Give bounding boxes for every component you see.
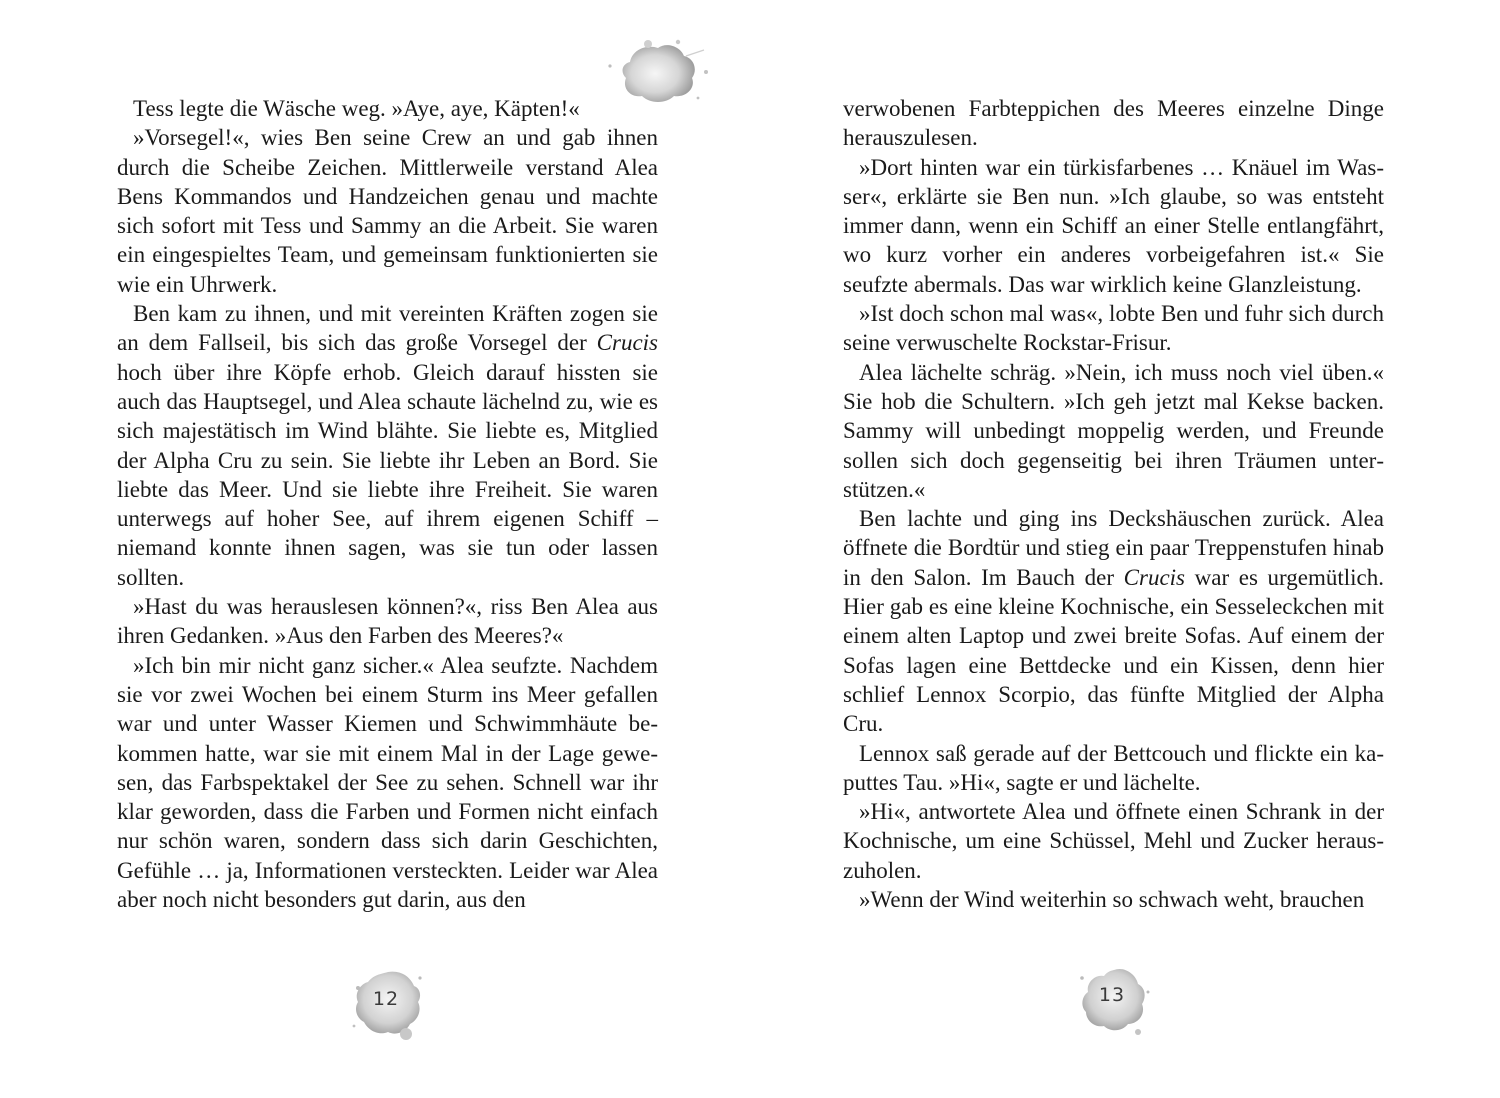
paragraph-text: »Ist doch schon mal was«, lobte Ben und fuhr sich durch seine verwuschelte Rockstar-Frisur.	[843, 301, 1384, 356]
paragraph-text: hoch über ihre Köpfe erhob. Gleich darauf hissten sie auch das Hauptsegel, und Alea schaute lächelnd zu, wie es sich majestätisch im Wind blähte. Sie liebte es, Mitglied der Alpha Cru zu sein. Sie liebte ihr Leben an Bord. Sie liebte das Meer. Und sie liebte ihre Freiheit. Sie waren unterwegs auf hoher See, auf ihrem eigenen Schiff – niemand konnte ihnen sagen, was sie tun oder lassen sollten.	[117, 359, 658, 590]
paragraph	[843, 885, 1384, 914]
page-number: 12	[372, 988, 400, 1010]
paragraph-text: war es urgemütlich. Hier gab es eine kleine Kochnische, ein Sesseleckchen mit einem alten Laptop und zwei breite Sofas. Auf einem der Sofas lagen eine Bettdecke und ein Kissen, denn hier schlief Lennox Scorpio, das fünfte Mitglied der Alpha Cru.	[843, 564, 1384, 737]
left-page-folio	[348, 966, 428, 1046]
paragraph	[117, 94, 658, 123]
paragraph-text: »Hast du was herauslesen können?«, riss Ben Alea aus ihren Gedanken. »Aus den Farben des Meeres?«	[117, 594, 658, 649]
paragraph	[117, 592, 658, 651]
left-page-body-text	[117, 94, 658, 914]
right-page	[750, 0, 1500, 1098]
ink-splash-icon	[600, 32, 720, 112]
paragraph-text: Ben lachte und ging ins Deckshäuschen zurück. Alea öffnete die Bordtür und stieg ein paar Treppenstufen hinab in den Salon. Im Bauch der	[843, 506, 1384, 590]
right-page-folio	[1074, 962, 1154, 1042]
paragraph-text: Alea lächelte schräg. »Nein, ich muss noch viel üben.« Sie hob die Schultern. »Ich geh jetzt mal Kekse backen. Sammy will unbedingt moppelig werden, und Freunde sollen sich doch gegenseitig bei ihren Träumen unterstützen.«	[843, 359, 1384, 502]
paragraph	[843, 299, 1384, 358]
paragraph-text: verwobenen Farbteppichen des Meeres einzelne Dinge herauszulesen.	[843, 96, 1384, 151]
paragraph-text: Ben kam zu ihnen, und mit vereinten Kräften zogen sie an dem Fallseil, bis sich das große Vorsegel der	[117, 301, 658, 356]
paragraph-text: »Dort hinten war ein türkisfarbenes … Knäuel im Wasser«, erklärte sie Ben nun. »Ich glaube, so was entsteht immer dann, wenn ein Schiff an einer Stelle entlangfährt, wo kurz vorher ein anderes vorbeigefahren ist.« Sie seufzte abermals. Das war wirklich keine Glanzleistung.	[843, 154, 1384, 297]
paragraph	[117, 123, 658, 299]
paragraph-text: Tess legte die Wäsche weg. »Aye, aye, Käpten!«	[133, 96, 580, 121]
paragraph-text: »Wenn der Wind weiterhin so schwach weht, brauchen	[859, 887, 1365, 913]
paragraph-text: »Hi«, antwortete Alea und öffnete einen Schrank in der Kochnische, um eine Schüssel, Mehl und Zucker herauszuholen.	[843, 799, 1384, 883]
italic-text: Crucis	[596, 330, 658, 356]
paragraph	[117, 299, 658, 592]
page-number: 13	[1098, 984, 1126, 1006]
paragraph	[843, 94, 1384, 153]
paragraph-text: »Vorsegel!«, wies Ben seine Crew an und gab ihnen durch die Scheibe Zeichen. Mittlerweile verstand Alea Bens Kommandos und Handzeichen genau und machte sich sofort mit Tess und Sammy an die Arbeit. Sie waren ein eingespieltes Team, und gemeinsam funktionierten sie wie ein Uhrwerk.	[117, 125, 658, 297]
paragraph	[843, 797, 1384, 885]
paragraph-text: Lennox saß gerade auf der Bettcouch und flickte ein kaputtes Tau. »Hi«, sagte er und lächelte.	[843, 740, 1384, 795]
paragraph	[843, 504, 1384, 738]
italic-text: Crucis	[1123, 564, 1186, 590]
paragraph	[117, 651, 658, 915]
paragraph-text: »Ich bin mir nicht ganz sicher.« Alea seufzte. Nachdem sie vor zwei Wochen bei einem Sturm ins Meer gefallen war und unter Wasser Kiemen und Schwimmhäute bekommen hatte, war sie mit einem Mal in der Lage gewesen, das Farbspektakel der See zu sehen. Schnell war ihr klar geworden, dass die Farben und Formen nicht einfach nur schön waren, sondern dass sich darin Geschichten, Gefühle … ja, Informationen versteckten. Leider war Alea aber noch nicht besonders gut darin, aus den	[117, 652, 658, 913]
paragraph	[843, 358, 1384, 504]
paragraph	[843, 739, 1384, 798]
paragraph	[843, 153, 1384, 299]
right-page-body-text	[843, 94, 1384, 914]
